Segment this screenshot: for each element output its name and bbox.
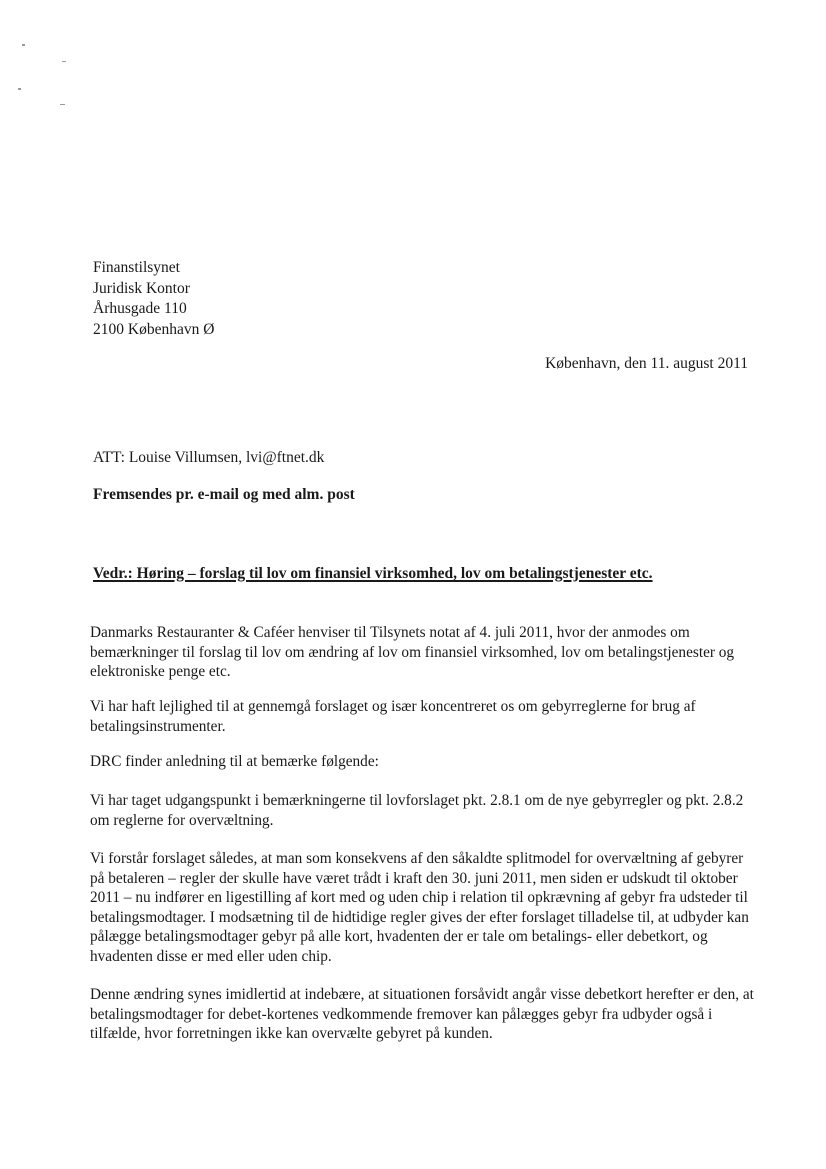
attention-line: ATT: Louise Villumsen, lvi@ftnet.dk [93,449,325,466]
recipient-department: Juridisk Kontor [93,279,190,297]
delivery-note: Fremsendes pr. e-mail og med alm. post [93,486,355,503]
paragraph-text: DRC finder anledning til at bemærke følgende: [90,753,379,770]
recipient-street: Århusgade 110 [93,300,187,317]
paragraph-text: Denne ændring synes imidlertid at indebære, at situationen forsåvidt angår visse debetkort herefter er den, at betalingsmodtager for debet-kortenes vedkommende fremover kan pålægges gebyr fra udbyder også i tilfælde, hvor forretningen ikke kan overvælte gebyret på kunden. [90,986,754,1043]
scan-speck [22,44,25,46]
body-paragraph-6 [90,985,758,1044]
body-paragraph-3 [90,752,758,772]
recipient-address [93,258,214,340]
scan-speck [60,104,65,105]
paragraph-text: Vi forstår forslaget således, at man som konsekvens af den såkaldte splitmodel for overvæltning af gebyrer på betaleren – regler der skulle have været trådt i kraft den 30. juni 2011, men siden er udskudt til oktober 2011 – nu indfører en ligestilling af kort med og uden chip i relation til opkrævning af gebyr fra udsteder til betalingsmodtager. I modsætning til de hidtidige regler gives der efter forslaget tilladelse til, at udbyder kan pålægge betalingsmodtager gebyr på alle kort, hvadenten der er tale om betalings- eller debetkort, og hvadenten disse er med eller uden chip. [90,850,749,965]
body-paragraph-1 [90,623,758,682]
letter-date: København, den 11. august 2011 [545,355,748,372]
body-paragraph-5 [90,849,758,967]
subject-line: Vedr.: Høring – forslag til lov om finansiel virksomhed, lov om betalingstjenester etc. [93,565,653,582]
paragraph-text: Vi har haft lejlighed til at gennemgå forslaget og især koncentreret os om gebyrreglerne for brug af betalingsinstrumenter. [90,698,696,735]
scan-speck [18,88,21,90]
body-paragraph-2 [90,697,758,736]
paragraph-text: Vi har taget udgangspunkt i bemærkningerne til lovforslaget pkt. 2.8.1 om de nye gebyrregler og pkt. 2.8.2 om reglerne for overvæltning. [90,792,744,829]
body-paragraph-4 [90,791,758,830]
recipient-name: Finanstilsynet [93,259,180,276]
scan-speck [62,61,66,62]
paragraph-text: Danmarks Restauranter & Caféer henviser til Tilsynets notat af 4. juli 2011, hvor der anmodes om bemærkninger til forslag til lov om ændring af lov om finansiel virksomhed, lov om betalingstjenester og elektroniske penge etc. [90,624,735,681]
recipient-city: 2100 København Ø [93,320,215,338]
